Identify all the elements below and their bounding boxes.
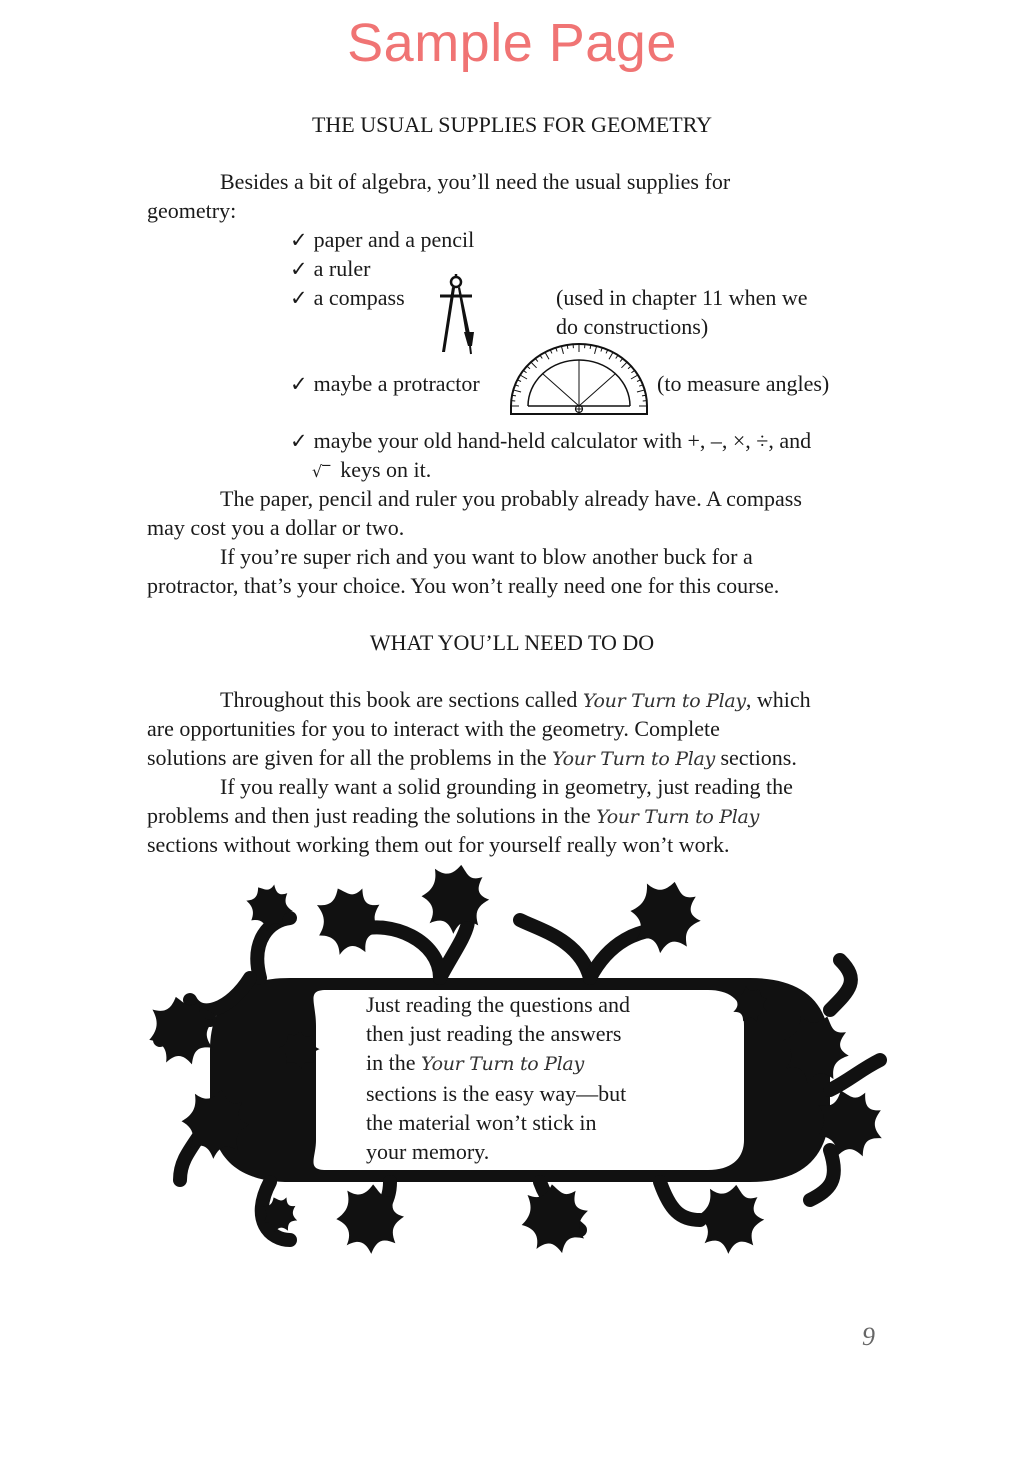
check-mark-icon: ✓: [290, 286, 308, 310]
paragraph-text: problems and then just reading the solutions in the: [147, 803, 591, 828]
protractor-tick: [637, 390, 645, 392]
checklist-item: [290, 426, 811, 456]
your-turn-to-play-phrase: Your Turn to Play: [421, 1053, 584, 1075]
page-number: 9: [862, 1322, 875, 1351]
protractor-tick: [523, 370, 526, 372]
paragraph-line: The paper, pencil and ruler you probably already have. A compass: [220, 486, 802, 511]
intro-line-2: geometry:: [147, 198, 237, 223]
protractor-tick: [561, 346, 563, 354]
callout-line: Just reading the questions and: [366, 992, 630, 1017]
compass-note-line-1: (used in chapter 11 when we: [556, 285, 808, 310]
protractor-note: (to measure angles): [657, 371, 830, 396]
protractor-tick: [567, 345, 568, 349]
check-mark-icon: ✓: [290, 257, 308, 281]
callout-line: then just reading the answers: [366, 1021, 622, 1046]
sample-page-watermark: Sample Page: [347, 13, 677, 73]
your-turn-to-play-phrase: Your Turn to Play: [552, 748, 715, 770]
paragraph-line: sections without working them out for yourself really won’t work.: [147, 832, 730, 857]
protractor-tick: [520, 375, 527, 379]
checklist-item: [290, 283, 405, 313]
protractor-tick: [616, 355, 618, 358]
paragraph-line: are opportunities for you to interact with the geometry. Complete: [147, 716, 720, 741]
checklist-item: [290, 225, 474, 255]
calculator-keys-line: [312, 455, 431, 486]
protractor-tick: [527, 366, 530, 369]
calculator-keys-text: keys on it.: [340, 457, 432, 482]
protractor-tick: [620, 359, 623, 362]
your-turn-to-play-phrase: Your Turn to Play: [582, 690, 746, 712]
checklist-item-text: maybe a protractor: [313, 371, 480, 396]
check-mark-icon: ✓: [290, 429, 308, 453]
protractor-tick: [637, 380, 641, 382]
protractor-tick: [535, 359, 538, 362]
paragraph-line: If you really want a solid grounding in geometry, just reading the: [220, 774, 793, 799]
checklist-item-text: maybe your old hand-held calculator with +, –, ×, ÷, and: [313, 428, 812, 453]
paragraph-line: [220, 685, 811, 716]
protractor-tick: [545, 352, 549, 359]
check-mark-icon: ✓: [290, 228, 308, 252]
protractor-tick: [631, 370, 634, 372]
protractor-tick: [550, 350, 552, 354]
section-heading-supplies: THE USUAL SUPPLIES FOR GEOMETRY: [311, 112, 713, 137]
square-root-symbol: √‾: [312, 462, 331, 481]
section-heading-what-to-do: WHAT YOU’LL NEED TO DO: [369, 630, 655, 655]
protractor-tick: [628, 366, 631, 369]
protractor-tick: [609, 352, 613, 359]
protractor-tick: [639, 385, 643, 386]
compass-icon: [430, 272, 482, 356]
protractor-tick: [531, 362, 537, 368]
paragraph-text: sections.: [720, 745, 797, 770]
callout-line: your memory.: [366, 1139, 490, 1164]
protractor-tick: [621, 362, 627, 368]
protractor-tick: [515, 385, 519, 386]
paragraph-text: solutions are given for all the problems in the: [147, 745, 547, 770]
protractor-tick: [540, 355, 542, 358]
protractor-tick: [590, 345, 591, 349]
protractor-tick: [595, 346, 597, 354]
paragraph-line: If you’re super rich and you want to blow another buck for a: [220, 544, 753, 569]
checklist-item-text: a ruler: [313, 256, 371, 281]
protractor-tick: [513, 390, 521, 392]
protractor-icon: [508, 342, 650, 418]
paragraph-text: , which: [745, 687, 811, 712]
protractor-tick: [631, 375, 638, 379]
paragraph-line: [147, 743, 797, 774]
checklist-item-text: a compass: [313, 285, 405, 310]
paragraph-line: [147, 801, 759, 832]
check-mark-icon: ✓: [290, 372, 308, 396]
paragraph-line: may cost you a dollar or two.: [147, 515, 405, 540]
protractor-tick: [642, 395, 646, 396]
callout-text: in the: [366, 1050, 416, 1075]
protractor-tick: [556, 348, 557, 352]
checklist-item-text: paper and a pencil: [313, 227, 475, 252]
protractor-tick: [512, 395, 516, 396]
paragraph-text: Throughout this book are sections called: [220, 687, 578, 712]
callout-line: [366, 1048, 676, 1079]
protractor-tick: [606, 350, 608, 354]
callout-line: sections is the easy way—but: [366, 1081, 627, 1106]
paragraph-line: protractor, that’s your choice. You won’t really need one for this course.: [147, 573, 780, 598]
callout-line: the material won’t stick in: [366, 1110, 597, 1135]
intro-line-1: Besides a bit of algebra, you’ll need the usual supplies for: [220, 169, 731, 194]
protractor-tick: [601, 348, 602, 352]
compass-note-line-2: do constructions): [556, 314, 709, 339]
checklist-item: [290, 369, 480, 399]
checklist-item: [290, 254, 370, 284]
your-turn-to-play-phrase: Your Turn to Play: [596, 806, 760, 828]
callout-box-text: [366, 990, 676, 1166]
protractor-tick: [517, 380, 521, 382]
